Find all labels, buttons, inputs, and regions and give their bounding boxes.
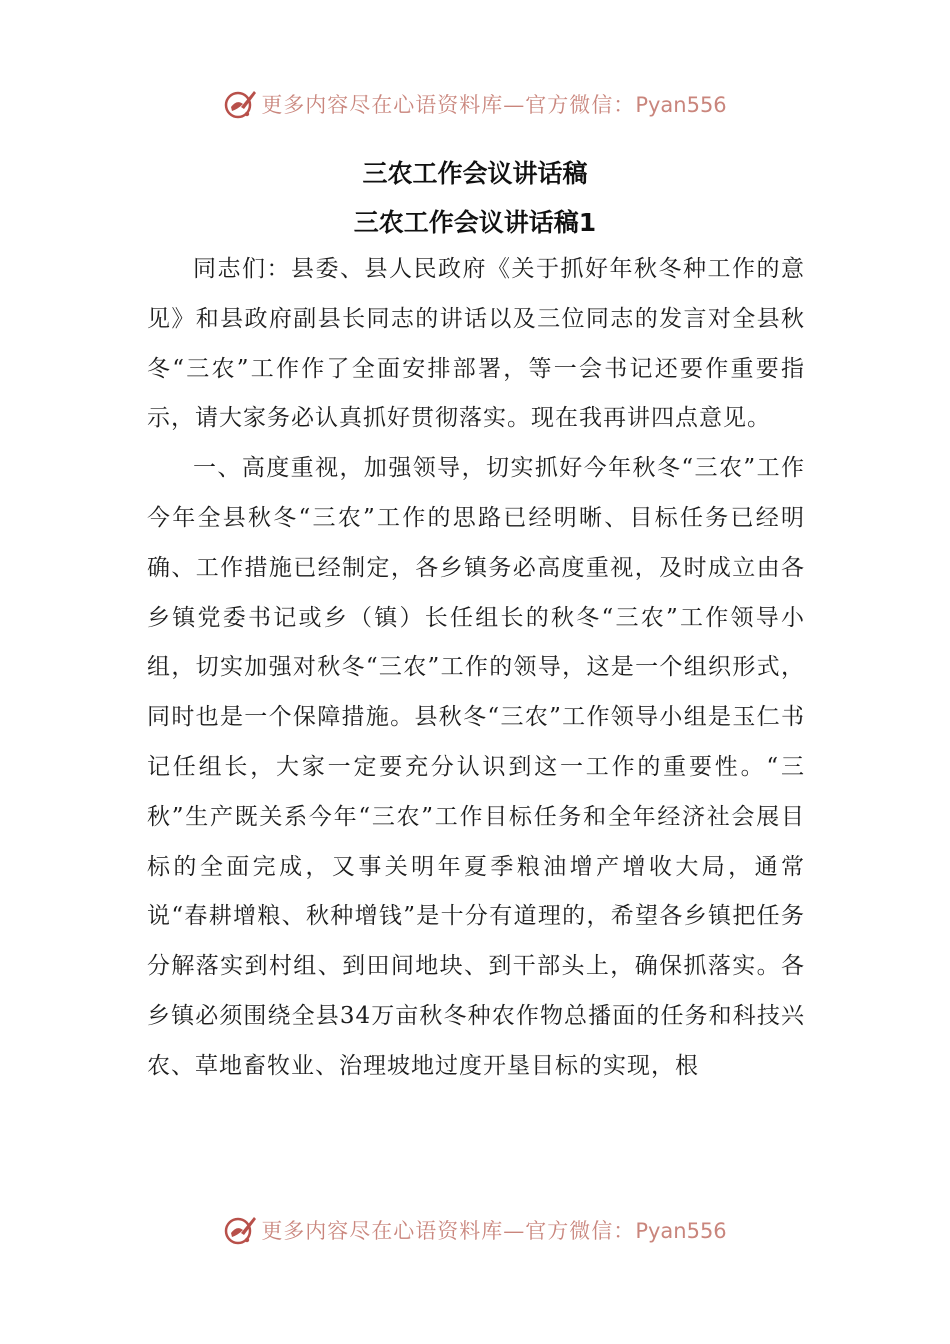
document-body: [147, 245, 805, 1092]
footer-watermark-banner: [0, 1210, 950, 1250]
document-title: 三农工作会议讲话稿: [362, 159, 588, 188]
document-subtitle: 三农工作会议讲话稿1: [353, 208, 597, 237]
watermark-text: 更多内容尽在心语资料库—官方微信：: [261, 93, 636, 117]
pen-logo-icon: [223, 1213, 257, 1247]
watermark-wechat-id: Pyan556: [635, 93, 727, 117]
header-watermark-banner: [0, 84, 950, 124]
watermark-wechat-id: Pyan556: [635, 1219, 727, 1243]
paragraph-2: 一、高度重视，加强领导，切实抓好今年秋冬“三农”工作今年全县秋冬“三农”工作的思路已经明晰、目标任务已经明确、工作措施已经制定，各乡镇务必高度重视，及时成立由各乡镇党委书记或乡（镇）长任组长的秋冬“三农”工作领导小组，切实加强对秋冬“三农”工作的领导，这是一个组织形式，同时也是一个保障措施。县秋冬“三农”工作领导小组是玉仁书记任组长，大家一定要充分认识到这一工作的重要性。“三秋”生产既关系今年“三农”工作目标任务和全年经济社会展目标的全面完成，又事关明年夏季粮油增产增收大局，通常说“春耕增粮、秋种增钱”是十分有道理的，希望各乡镇把任务分解落实到村组、到田间地块、到干部头上，确保抓落实。各乡镇必须围绕全县34万亩秋冬种农作物总播面的任务和科技兴农、草地畜牧业、治理坡地过度开垦目标的实现，根: [147, 455, 805, 1079]
paragraph-1: 同志们：县委、县人民政府《关于抓好年秋冬种工作的意见》和县政府副县长同志的讲话以及三位同志的发言对全县秋冬“三农”工作作了全面安排部署，等一会书记还要作重要指示，请大家务必认真抓好贯彻落实。现在我再讲四点意见。: [147, 256, 805, 432]
watermark-text: 更多内容尽在心语资料库—官方微信：: [261, 1219, 636, 1243]
pen-logo-icon: [223, 87, 257, 121]
